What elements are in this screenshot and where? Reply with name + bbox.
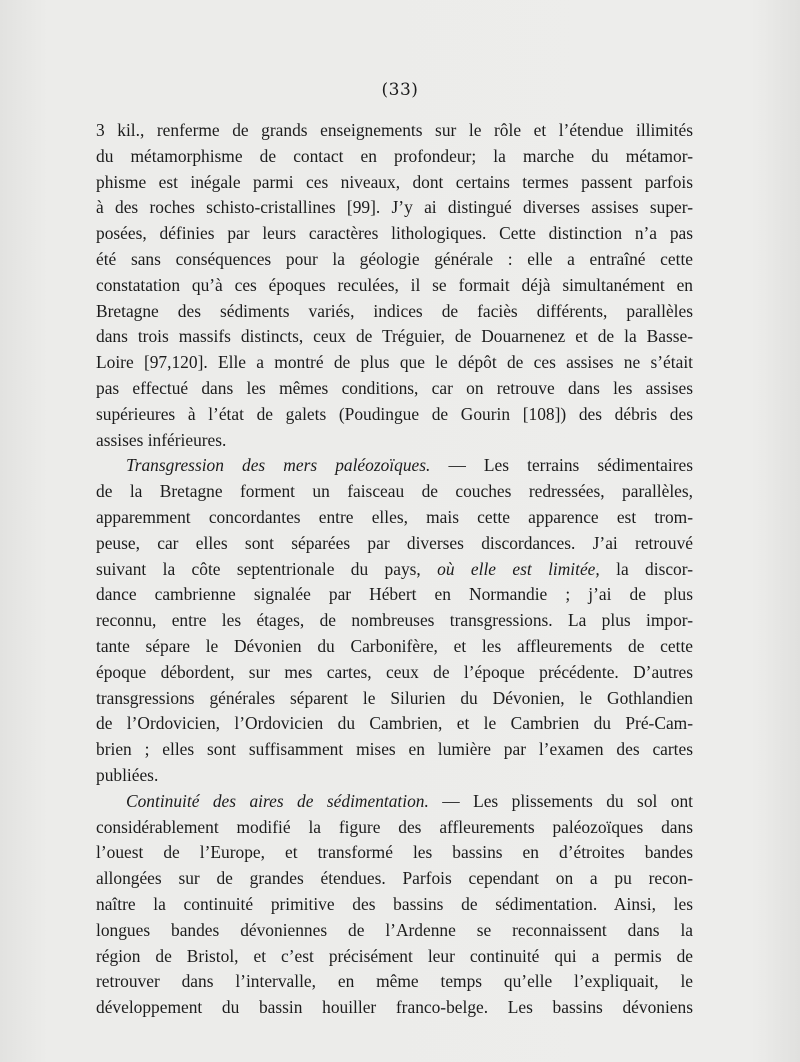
text-line: naître la continuité primitive des bassins de sédimentation. Ainsi, les (96, 893, 693, 914)
text-line: époque débordent, sur mes cartes, ceux de l’époque précédente. D’autres (96, 661, 693, 682)
text-line: retrouver dans l’intervalle, en même temps qu’elle l’expliquait, le (96, 971, 693, 992)
body-text (96, 118, 693, 1021)
text-line: phisme est inégale parmi ces niveaux, dont certains termes passent parfois (96, 171, 693, 192)
text-line: de la Bretagne forment un faisceau de couches redressées, parallèles, (96, 481, 693, 502)
heading-continuation: — Les plissements du sol ont (428, 790, 693, 811)
text-line: supérieures à l’état de galets (Poudingue de Gourin [108]) des débris des (96, 403, 693, 424)
text-line: posées, définies par leurs caractères lithologiques. Cette distinction n’a pas (96, 223, 693, 244)
text-line: l’ouest de l’Europe, et transformé les bassins en d’étroites bandes (96, 842, 693, 863)
text-line: à des roches schisto-cristallines [99]. J’y ai distingué diverses assises super- (96, 197, 693, 218)
text-line: longues bandes dévoniennes de l’Ardenne se reconnaissent dans la (96, 919, 693, 940)
text-line: assises inférieures. (96, 429, 227, 450)
text-segment: la discor- (599, 558, 693, 579)
text-line: transgressions générales séparent le Silurien du Dévonien, le Gothlandien (96, 687, 693, 708)
text-line: peuse, car elles sont séparées par diverses discordances. J’ai retrouvé (96, 532, 693, 553)
italic-emphasis: où elle est limitée, (437, 558, 600, 579)
text-line: pas effectué dans les mêmes conditions, car on retrouve dans les assises (96, 377, 693, 398)
text-line: considérablement modifié la figure des affleurements paléozoïques dans (96, 816, 693, 837)
text-segment: suivant la côte septentrionale du pays, (96, 558, 438, 579)
page-number: (33) (381, 80, 419, 100)
text-line: 3 kil., renferme de grands enseignements sur le rôle et l’étendue illimités (96, 120, 693, 140)
text-line (96, 789, 693, 815)
text-line: Loire [97,120]. Elle a montré de plus que le dépôt de ces assises ne s’était (96, 352, 693, 373)
text-line: tante sépare le Dévonien du Carbonifère, et les affleurements de cette (96, 635, 693, 656)
text-line: dans trois massifs distincts, ceux de Tréguier, de Douarnenez et de la Basse- (96, 326, 693, 347)
text-line: région de Bristol, et c’est précisément leur continuité qui a permis de (96, 945, 693, 966)
text-line: été sans conséquences pour la géologie générale : elle a entraîné cette (96, 248, 693, 269)
text-line: dance cambrienne signalée par Hébert en Normandie ; j’ai de plus (96, 584, 693, 605)
text-line: apparemment concordantes entre elles, mais cette apparence est trom- (96, 506, 693, 527)
text-line: développement du bassin houiller franco-belge. Les bassins dévoniens (96, 997, 693, 1018)
text-line: reconnu, entre les étages, de nombreuses transgressions. La plus impor- (96, 610, 693, 631)
text-line (96, 557, 693, 583)
text-line: brien ; elles sont suffisamment mises en lumière par l’examen des cartes (96, 739, 693, 760)
paragraph-transgression (96, 453, 693, 788)
text-line: de l’Ordovicien, l’Ordovicien du Cambrien, et le Cambrien du Pré-Cam- (96, 713, 693, 734)
text-line: du métamorphisme de contact en profondeur; la marche du métamor- (96, 145, 693, 166)
text-line: Bretagne des sédiments variés, indices de faciès différents, parallèles (96, 300, 693, 321)
paragraph-metamorphism (96, 118, 693, 453)
paragraph-continuity (96, 789, 693, 1021)
text-line: allongées sur de grandes étendues. Parfois cependant on a pu recon- (96, 868, 693, 889)
text-line (96, 453, 693, 479)
section-heading: Continuité des aires de sédimentation. (126, 790, 429, 811)
section-heading: Transgression des mers paléozoïques. (126, 455, 431, 476)
heading-continuation: — Les terrains sédimentaires (430, 455, 693, 476)
text-line: publiées. (96, 764, 159, 785)
text-line: constatation qu’à ces époques reculées, il se formait déjà simultanément en (96, 274, 693, 295)
